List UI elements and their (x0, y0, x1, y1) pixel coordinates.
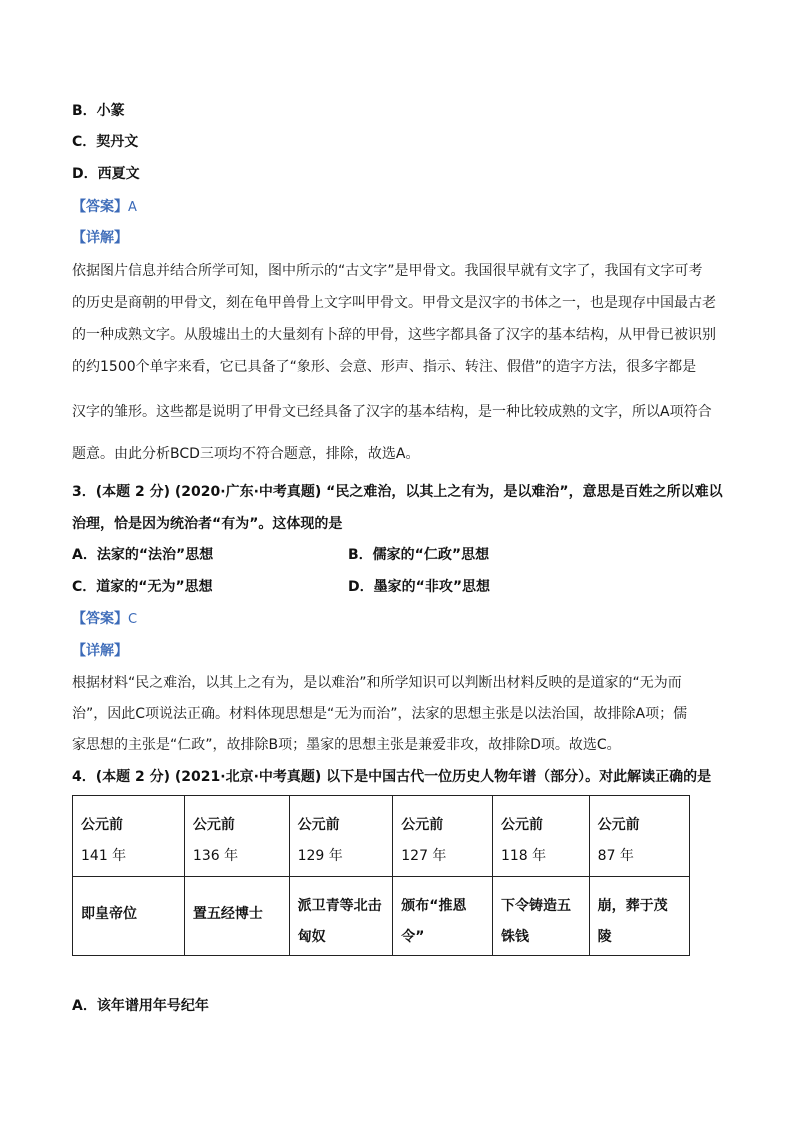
explanation-line: 治”，因此C项说法正确。材料体现思想是“无为而治”，法家的思想主张是以法治国，故排除A项；儒 (72, 706, 688, 722)
year-label: 129 年 (297, 848, 343, 864)
explanation-line: 根据材料“民之难治，以其上之有为，是以难治”和所学知识可以判断出材料反映的是道家的“无为而 (72, 675, 682, 691)
timeline-year-cell (73, 796, 185, 877)
explanation-line: 的约1500个单字来看，它已具备了“象形、会意、形声、指示、转注、假借”的造字方法，很多字都是 (72, 359, 697, 375)
event-text: 令” (401, 929, 425, 945)
q3-option-a: A．法家的“法治”思想 (72, 547, 214, 563)
timeline-event-cell (589, 877, 689, 956)
era-label: 公元前 (81, 817, 123, 833)
answer-label: 【答案】 (72, 611, 128, 627)
event-text: 铢钱 (500, 929, 529, 945)
answer-value: C (128, 612, 138, 627)
era-label: 公元前 (297, 817, 340, 833)
timeline-table (72, 795, 690, 956)
year-label: 127 年 (401, 848, 447, 864)
year-label: 141 年 (81, 848, 127, 864)
event-text: 派卫青等北击 (297, 898, 382, 914)
q3-stem-line2: 治理，恰是因为统治者“有为”。这体现的是 (72, 516, 343, 532)
era-label: 公元前 (192, 817, 235, 833)
timeline-event-cell (492, 877, 589, 956)
year-label: 87 年 (597, 848, 634, 864)
timeline-event-cell (73, 877, 185, 956)
q2-explanation (72, 262, 722, 463)
option-c: C．契丹文 (72, 134, 139, 150)
option-b: B．小篆 (72, 103, 125, 119)
era-label: 公元前 (401, 817, 444, 833)
timeline-year-cell (492, 796, 589, 877)
event-text: 置五经博士 (192, 906, 263, 922)
explanation-line: 的一种成熟文字。从殷墟出土的大量刻有卜辞的甲骨，这些字都具备了汉字的基本结构，从甲骨已被识别 (72, 327, 716, 343)
era-label: 公元前 (500, 817, 543, 833)
detail-label: 【详解】 (72, 643, 128, 659)
option-d: D．西夏文 (72, 166, 140, 182)
explanation-line: 依据图片信息并结合所学可知，图中所示的“古文字”是甲骨文。我国很早就有文字了，我国有文字可考 (72, 263, 703, 279)
timeline-event-cell (393, 877, 493, 956)
q3-explanation (72, 674, 722, 754)
event-text: 崩，葬于茂 (597, 898, 668, 914)
answer-row (72, 198, 137, 217)
era-label: 公元前 (597, 817, 640, 833)
event-text: 下令铸造五 (500, 898, 571, 914)
event-text: 即皇帝位 (81, 906, 137, 922)
q3-option-d: D．墨家的“非攻”思想 (348, 579, 491, 595)
explanation-line: 的历史是商朝的甲骨文，刻在龟甲兽骨上文字叫甲骨文。甲骨文是汉字的书体之一，也是现存中国最古老 (72, 295, 716, 311)
explanation-line: 家思想的主张是“仁政”，故排除B项；墨家的思想主张是兼爱非攻，故排除D项。故选C。 (72, 737, 621, 753)
q3-answer-row (72, 610, 137, 629)
q4-stem: 4．(本题 2 分) (2021·北京·中考真题) 以下是中国古代一位历史人物年谱（部分）。对此解读正确的是 (72, 769, 712, 785)
event-text: 颁布“推恩 (401, 898, 467, 914)
answer-label: 【答案】 (72, 199, 128, 215)
event-text: 陵 (597, 929, 612, 945)
year-label: 136 年 (192, 848, 239, 864)
timeline-year-cell (589, 796, 689, 877)
timeline-year-cell (393, 796, 493, 877)
explanation-line: 汉字的雏形。这些都是说明了甲骨文已经具备了汉字的基本结构，是一种比较成熟的文字，所以A项符合 (72, 404, 712, 420)
year-label: 118 年 (500, 848, 547, 864)
timeline-event-cell (184, 877, 289, 956)
q3-option-c: C．道家的“无为”思想 (72, 579, 213, 595)
q3-option-b: B．儒家的“仁政”思想 (348, 547, 490, 563)
timeline-year-row (73, 796, 690, 877)
timeline-event-cell (289, 877, 393, 956)
answer-value: A (128, 200, 137, 215)
explanation-line: 题意。由此分析BCD三项均不符合题意，排除，故选A。 (72, 446, 420, 462)
event-text: 匈奴 (297, 929, 326, 945)
timeline-year-cell (289, 796, 393, 877)
q3-stem-line1: 3．(本题 2 分) (2020·广东·中考真题) “民之难治，以其上之有为，是以难治”，意思是百姓之所以难以 (72, 484, 723, 500)
timeline-event-row (73, 877, 690, 956)
detail-label: 【详解】 (72, 230, 128, 246)
q4-option-a: A．该年谱用年号纪年 (72, 998, 209, 1014)
timeline-year-cell (184, 796, 289, 877)
